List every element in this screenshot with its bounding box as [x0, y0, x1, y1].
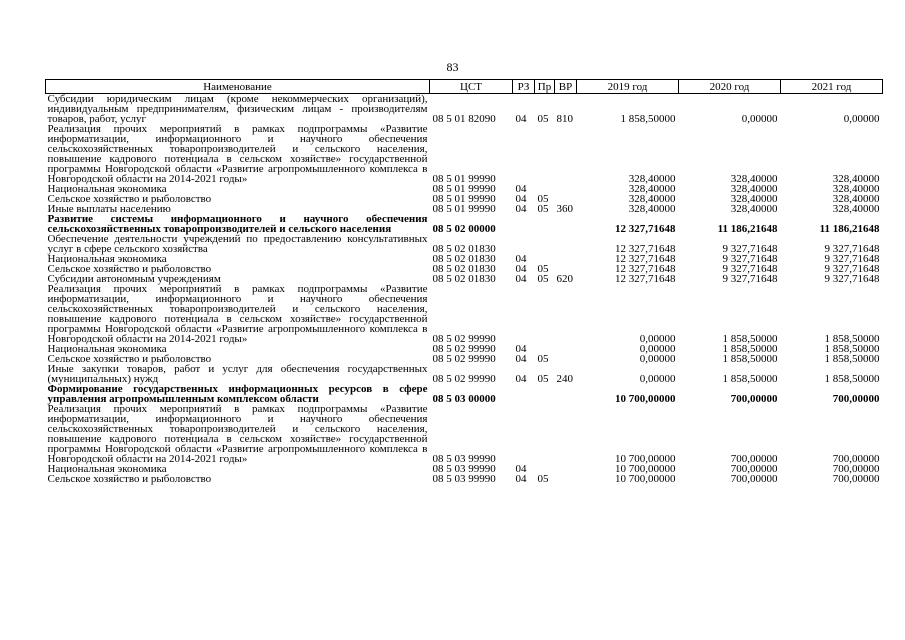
cell-rz: 04 — [515, 343, 527, 355]
cell-y2021: 9 327,71648 — [824, 253, 880, 265]
cell-vr — [555, 474, 577, 484]
cell-y2021: 9 327,71648 — [824, 263, 880, 275]
cell-pr: 05 — [537, 353, 549, 365]
table-row — [46, 214, 883, 234]
cell-y2020: 1 858,50000 — [722, 373, 778, 385]
cell-cst: 08 5 02 99990 — [432, 333, 496, 345]
cell-cst: 08 5 01 99990 — [432, 193, 496, 205]
cell-y2021: 1 858,50000 — [824, 353, 880, 365]
cell-rz — [513, 234, 535, 254]
table-header-row — [46, 80, 883, 94]
cell-name: Национальная экономика — [47, 343, 167, 355]
cell-vr — [555, 384, 577, 404]
cell-y2021: 700,00000 — [832, 473, 880, 485]
cell-vr: 240 — [556, 373, 573, 385]
cell-y2020: 9 327,71648 — [722, 273, 778, 285]
cell-name: Реализация прочих мероприятий в рамках подпрограммы «Развитие информатизации, информационного и научного обеспечения сельскохозяйственных товаропроизводителей и сельского населения, повышение кадрового потенциала в сельском хозяйстве» государственной программы Новгородской области «Развитие агропромышленного комплекса в Новгородской области на 2014-2021 годы» — [47, 403, 428, 465]
cell-pr: 05 — [537, 193, 549, 205]
cell-y2020: 700,00000 — [730, 453, 778, 465]
cell-y2019: 12 327,71648 — [615, 243, 676, 255]
cell-vr — [555, 184, 577, 194]
cell-y2020: 1 858,50000 — [722, 333, 778, 345]
header-2019: 2019 год — [577, 80, 679, 94]
cell-y2019: 10 700,00000 — [615, 453, 676, 465]
cell-y2019: 10 700,00000 — [615, 473, 676, 485]
cell-vr: 360 — [556, 203, 573, 215]
cell-y2020: 1 858,50000 — [722, 343, 778, 355]
cell-rz: 04 — [515, 263, 527, 275]
cell-y2019: 12 327,71648 — [615, 223, 676, 235]
cell-pr: 05 — [537, 203, 549, 215]
cell-y2019: 328,40000 — [628, 203, 676, 215]
cell-pr — [535, 404, 555, 464]
cell-vr — [555, 464, 577, 474]
cell-y2020: 700,00000 — [730, 463, 778, 475]
cell-y2021: 328,40000 — [832, 183, 880, 195]
cell-rz: 04 — [515, 373, 527, 385]
cell-cst: 08 5 01 99990 — [432, 183, 496, 195]
cell-rz: 04 — [515, 193, 527, 205]
cell-name: Развитие системы информационного и научного обеспечения сельскохозяйственных товаропроизводителей и сельского населения — [47, 213, 428, 235]
header-vr: ВР — [555, 80, 577, 94]
cell-vr — [555, 234, 577, 254]
cell-y2019: 0,00000 — [639, 333, 676, 345]
cell-y2019: 0,00000 — [639, 343, 676, 355]
header-name: Наименование — [46, 80, 430, 94]
cell-pr: 05 — [537, 273, 549, 285]
cell-name: Национальная экономика — [47, 253, 167, 265]
cell-name: Субсидии автономным учреждениям — [47, 273, 221, 285]
cell-y2021: 11 186,21648 — [819, 223, 880, 235]
cell-rz: 04 — [515, 203, 527, 215]
cell-y2021: 1 858,50000 — [824, 373, 880, 385]
cell-cst: 08 5 02 00000 — [432, 223, 496, 235]
cell-cst: 08 5 02 99990 — [432, 353, 496, 365]
cell-name: Формирование государственных информационных ресурсов в сфере управления агропромышленным комплексом области — [47, 383, 428, 405]
cell-rz — [513, 124, 535, 184]
cell-y2019: 10 700,00000 — [615, 393, 676, 405]
cell-name: Национальная экономика — [47, 463, 167, 475]
cell-cst: 08 5 02 01830 — [432, 263, 496, 275]
cell-y2021: 328,40000 — [832, 193, 880, 205]
header-pr: Пр — [535, 80, 555, 94]
cell-pr — [535, 214, 555, 234]
cell-name: Реализация прочих мероприятий в рамках подпрограммы «Развитие информатизации, информационного и научного обеспечения сельскохозяйственных товаропроизводителей и сельского населения, повышение кадрового потенциала в сельском хозяйстве» государственной программы Новгородской области «Развитие агропромышленного комплекса в Новгородской области на 2014-2021 годы» — [47, 283, 428, 345]
cell-cst: 08 5 01 82090 — [432, 113, 496, 125]
cell-y2021: 328,40000 — [832, 173, 880, 185]
cell-cst: 08 5 03 99990 — [432, 453, 496, 465]
cell-y2021: 9 327,71648 — [824, 243, 880, 255]
cell-y2021: 328,40000 — [832, 203, 880, 215]
cell-rz — [513, 284, 535, 344]
table-row — [46, 284, 883, 344]
cell-y2019: 12 327,71648 — [615, 273, 676, 285]
cell-y2020: 328,40000 — [730, 193, 778, 205]
cell-pr — [535, 124, 555, 184]
cell-vr — [555, 404, 577, 464]
table-row — [46, 124, 883, 184]
header-2021: 2021 год — [781, 80, 883, 94]
cell-y2021: 9 327,71648 — [824, 273, 880, 285]
cell-rz: 04 — [515, 183, 527, 195]
cell-vr — [555, 124, 577, 184]
cell-name: Сельское хозяйство и рыболовство — [47, 263, 212, 275]
table-row — [46, 404, 883, 464]
cell-vr — [555, 344, 577, 354]
cell-pr: 05 — [537, 113, 549, 125]
cell-y2020: 1 858,50000 — [722, 353, 778, 365]
cell-vr — [555, 254, 577, 264]
cell-name: Сельское хозяйство и рыболовство — [47, 353, 212, 365]
cell-y2021: 1 858,50000 — [824, 333, 880, 345]
cell-y2020: 328,40000 — [730, 173, 778, 185]
cell-rz — [513, 384, 535, 404]
cell-vr: 620 — [556, 273, 573, 285]
table-row — [46, 364, 883, 384]
table-row — [46, 384, 883, 404]
cell-y2020: 9 327,71648 — [722, 253, 778, 265]
cell-pr: 05 — [537, 373, 549, 385]
cell-y2019: 10 700,00000 — [615, 463, 676, 475]
cell-cst: 08 5 02 01830 — [432, 243, 496, 255]
cell-y2020: 700,00000 — [730, 393, 778, 405]
page-number: 83 — [446, 60, 459, 74]
cell-y2021: 700,00000 — [832, 463, 880, 475]
cell-rz: 04 — [515, 253, 527, 265]
budget-table — [45, 79, 883, 484]
cell-cst: 08 5 02 01830 — [432, 273, 496, 285]
cell-name: Национальная экономика — [47, 183, 167, 195]
cell-rz: 04 — [515, 463, 527, 475]
cell-y2020: 700,00000 — [730, 473, 778, 485]
header-rz: РЗ — [513, 80, 535, 94]
cell-y2020: 9 327,71648 — [722, 263, 778, 275]
cell-y2021: 1 858,50000 — [824, 343, 880, 355]
cell-y2019: 328,40000 — [628, 183, 676, 195]
cell-y2019: 12 327,71648 — [615, 263, 676, 275]
table-row — [46, 234, 883, 254]
cell-y2019: 12 327,71648 — [615, 253, 676, 265]
cell-name: Иные выплаты населению — [47, 203, 171, 215]
cell-y2021: 700,00000 — [832, 453, 880, 465]
cell-rz — [513, 214, 535, 234]
cell-name: Иные закупки товаров, работ и услуг для обеспечения государственных (муниципальных) нужд — [47, 363, 428, 385]
header-cst: ЦСТ — [430, 80, 513, 94]
cell-vr — [555, 214, 577, 234]
cell-y2020: 328,40000 — [730, 203, 778, 215]
cell-name: Сельское хозяйство и рыболовство — [47, 193, 212, 205]
cell-vr — [555, 284, 577, 344]
cell-y2019: 1 858,50000 — [620, 113, 676, 125]
cell-rz: 04 — [515, 353, 527, 365]
cell-y2019: 328,40000 — [628, 173, 676, 185]
cell-pr — [535, 234, 555, 254]
cell-name: Реализация прочих мероприятий в рамках подпрограммы «Развитие информатизации, информационного и научного обеспечения сельскохозяйственных товаропроизводителей и сельского населения, повышение кадрового потенциала в сельском хозяйстве» государственной программы Новгородской области «Развитие агропромышленного комплекса в Новгородской области на 2014-2021 годы» — [47, 123, 428, 185]
header-2020: 2020 год — [679, 80, 781, 94]
cell-cst: 08 5 03 00000 — [432, 393, 496, 405]
cell-pr — [535, 384, 555, 404]
cell-name: Сельское хозяйство и рыболовство — [47, 473, 212, 485]
table-row — [46, 94, 883, 125]
table-row — [46, 474, 883, 484]
cell-y2019: 328,40000 — [628, 193, 676, 205]
cell-cst: 08 5 01 99990 — [432, 203, 496, 215]
cell-cst: 08 5 03 99990 — [432, 473, 496, 485]
cell-vr: 810 — [556, 113, 573, 125]
cell-pr: 05 — [537, 263, 549, 275]
cell-cst: 08 5 02 99990 — [432, 343, 496, 355]
cell-cst: 08 5 01 99990 — [432, 173, 496, 185]
cell-vr — [555, 354, 577, 364]
cell-name: Обеспечение деятельности учреждений по предоставлению консультативных услуг в сфере сельского хозяйства — [47, 233, 428, 255]
cell-y2020: 11 186,21648 — [717, 223, 778, 235]
cell-y2021: 0,00000 — [843, 113, 880, 125]
cell-rz: 04 — [515, 113, 527, 125]
cell-y2020: 0,00000 — [741, 113, 778, 125]
cell-cst: 08 5 02 99990 — [432, 373, 496, 385]
cell-name: Субсидии юридическим лицам (кроме некоммерческих организаций), индивидуальным предпринимателям, физическим лицам - производителям товаров, работ, услуг — [47, 93, 428, 125]
cell-cst: 08 5 02 01830 — [432, 253, 496, 265]
cell-rz: 04 — [515, 473, 527, 485]
cell-rz: 04 — [515, 273, 527, 285]
cell-y2019: 0,00000 — [639, 373, 676, 385]
cell-pr: 05 — [537, 473, 549, 485]
cell-y2019: 0,00000 — [639, 353, 676, 365]
cell-y2020: 328,40000 — [730, 183, 778, 195]
cell-cst: 08 5 03 99990 — [432, 463, 496, 475]
cell-y2021: 700,00000 — [832, 393, 880, 405]
cell-rz — [513, 404, 535, 464]
cell-pr — [535, 284, 555, 344]
cell-y2020: 9 327,71648 — [722, 243, 778, 255]
